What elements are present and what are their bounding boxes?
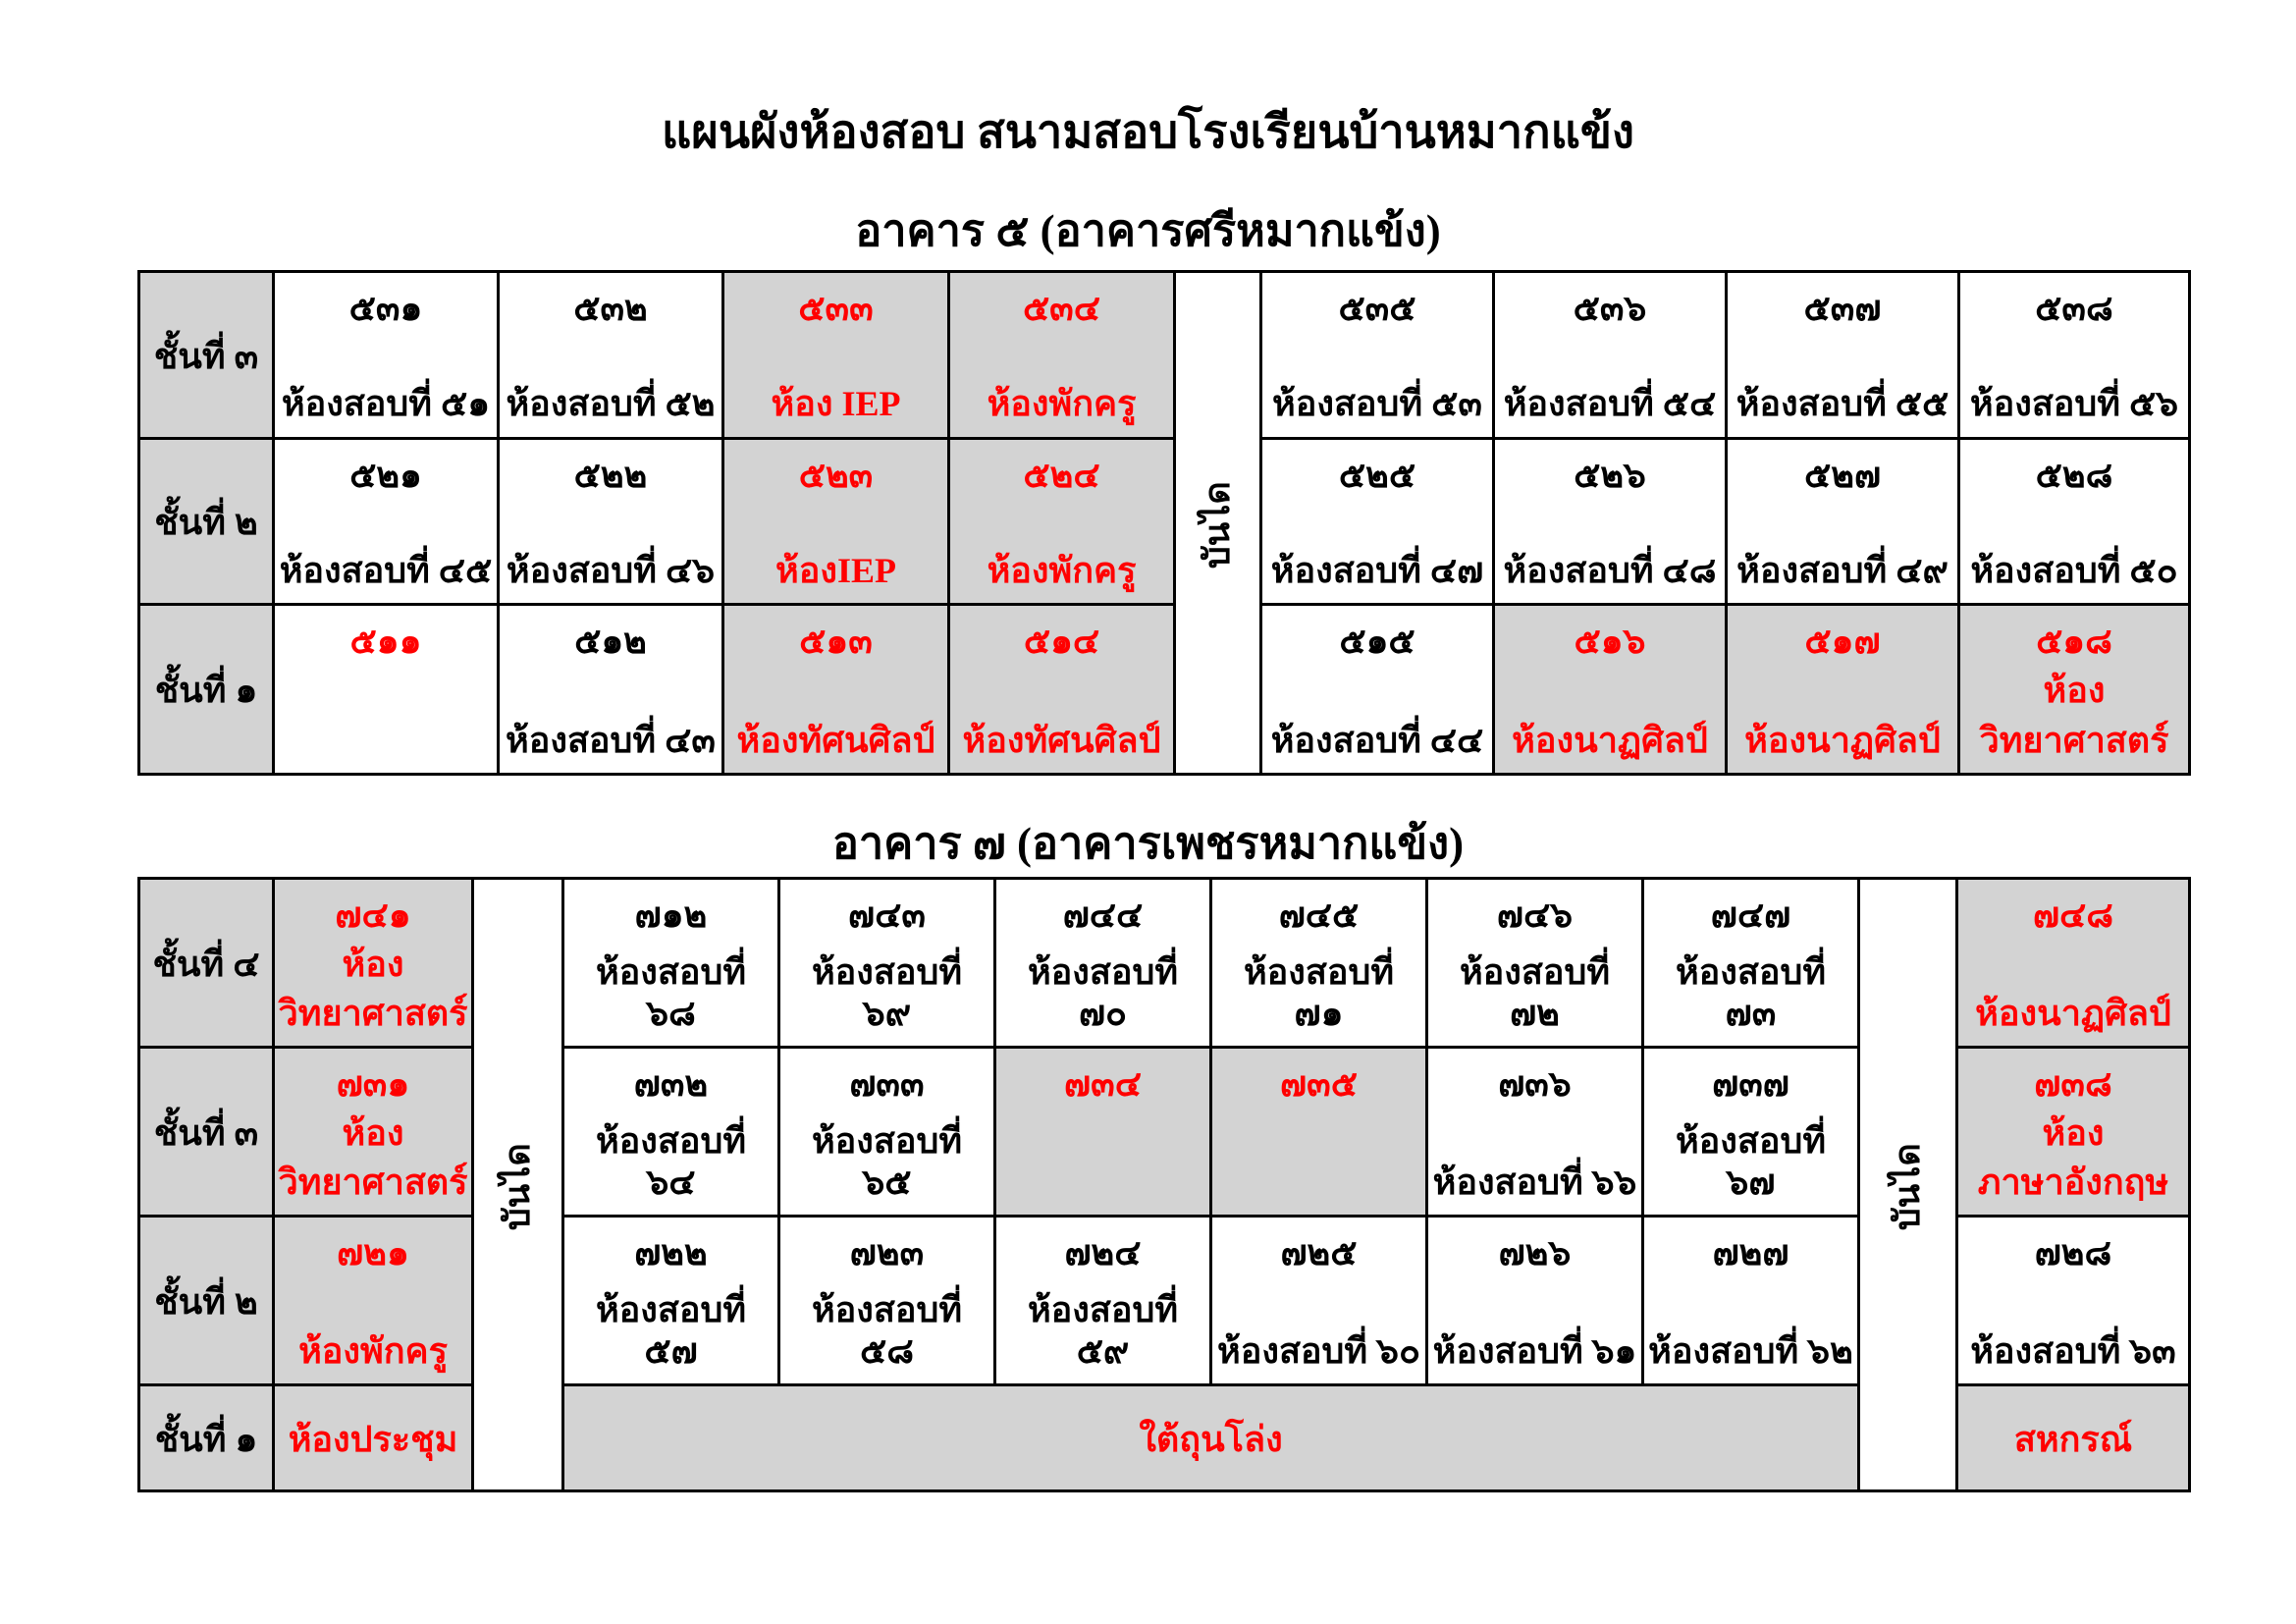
floor-label-text: ชั้นที่ ๑ — [154, 671, 258, 711]
room-label: วิทยาศาสตร์ — [278, 1162, 468, 1202]
room-cell — [950, 606, 1176, 773]
room-cell — [1728, 273, 1960, 440]
room-label: ห้อง IEP — [771, 384, 901, 424]
room-line: ๕๒๗ — [1803, 455, 1882, 495]
stairs-label: บันได — [1197, 481, 1237, 568]
floor-label-text: ชั้นที่ ๓ — [153, 1112, 259, 1153]
room-cell — [996, 1218, 1212, 1386]
room-label: ห้องสอบที่ ๕๓ — [1272, 384, 1482, 424]
room-line: ๕๓๖ — [1573, 289, 1647, 328]
room-label: ห้องสอบที่ ๔๕ — [279, 550, 493, 590]
room-line: ๕๓๕ — [1338, 289, 1416, 328]
room-cell — [1428, 1049, 1644, 1218]
room-label: ห้องสอบที่ ๖๙ — [811, 952, 963, 1033]
room-cell — [1960, 273, 2188, 440]
room-cell — [1958, 1218, 2188, 1386]
room-label: ห้องสอบที่ ๖๗ — [1675, 1121, 1827, 1202]
room-line: ๕๒๖ — [1574, 455, 1646, 495]
room-line: ๗๒๑ — [337, 1233, 409, 1272]
room-cell — [564, 880, 780, 1049]
room-label: ห้องสอบที่ ๖๘ — [595, 952, 747, 1033]
room-line: ๗๒๕ — [1280, 1233, 1358, 1272]
room-line: ๗๓๗ — [1712, 1064, 1789, 1104]
room-cell — [500, 606, 724, 773]
room-cell — [1644, 1218, 1860, 1386]
room-label: ห้องสอบที่ ๖๐ — [1217, 1330, 1420, 1371]
room-line: ๗๔๕ — [1278, 895, 1360, 935]
room-cell — [950, 273, 1176, 440]
room-cell — [780, 880, 996, 1049]
open-ground-cell — [564, 1386, 1860, 1489]
room-line: ๕๑๒ — [574, 622, 647, 662]
room-cell — [275, 440, 500, 607]
room-line: ๗๔๖ — [1496, 895, 1574, 935]
room-label: ห้อง — [342, 1112, 404, 1153]
page-title: แผนผังห้องสอบ สนามสอบโรงเรียนบ้านหมากแข้ง — [662, 107, 1634, 158]
room-line: ๗๓๘ — [2034, 1064, 2112, 1104]
room-cell — [1212, 1218, 1428, 1386]
room-line: ๗๔๑ — [335, 895, 411, 935]
floor-label — [140, 1386, 275, 1489]
room-line: ๕๓๒ — [573, 289, 648, 328]
room-line: ๗๓๖ — [1498, 1064, 1572, 1104]
floor-label — [140, 273, 275, 440]
room-line: ๕๒๓ — [798, 455, 874, 495]
room-cell — [275, 606, 500, 773]
room-label: ห้องสอบที่ ๕๐ — [1970, 550, 2178, 590]
room-label: ห้องพักครู — [987, 384, 1137, 424]
room-line: ๕๑๑ — [349, 622, 422, 662]
room-line: ๗๓๔ — [1064, 1064, 1142, 1104]
room-cell — [1428, 880, 1644, 1049]
room-cell — [1958, 880, 2188, 1049]
floor-label-text: ชั้นที่ ๓ — [153, 336, 259, 376]
room-cell — [275, 273, 500, 440]
room-cell — [780, 1049, 996, 1218]
room-label: ห้องสอบที่ ๗๐ — [1027, 952, 1179, 1033]
room-label: ห้องสอบที่ ๕๘ — [811, 1290, 963, 1371]
room-line: ๕๒๘ — [2035, 455, 2113, 495]
room-cell — [275, 880, 474, 1049]
room-line: ๕๑๓ — [799, 622, 873, 662]
room-label: ห้อง — [2043, 671, 2106, 711]
room-line: ๕๓๘ — [2035, 289, 2113, 328]
room-label: ห้องสอบที่ ๕๒ — [506, 384, 716, 424]
room-cell — [500, 273, 724, 440]
room-line: ห้องประชุม — [288, 1419, 458, 1459]
room-cell — [1960, 606, 2188, 773]
room-label: ห้องทัศนศิลป์ — [962, 720, 1161, 760]
room-line: ๗๒๗ — [1712, 1233, 1789, 1272]
room-cell — [1728, 440, 1960, 607]
room-line: ๗๔๔ — [1062, 895, 1144, 935]
building-5-subtitle: อาคาร ๕ (อาคารศรีหมากแข้ง) — [855, 206, 1441, 255]
room-cell — [1960, 440, 2188, 607]
room-line: ๕๑๗ — [1804, 622, 1881, 662]
floor-label-text: ชั้นที่ ๒ — [154, 1281, 258, 1322]
room-label: ห้องสอบที่ ๖๕ — [811, 1121, 963, 1202]
stairs-label: บันได — [497, 1143, 537, 1230]
room-label: ห้องสอบที่ ๖๔ — [595, 1121, 747, 1202]
floor-label-text: ชั้นที่ ๑ — [154, 1419, 258, 1459]
room-line: ๕๑๔ — [1023, 622, 1100, 662]
room-label: ห้องสอบที่ ๔๖ — [506, 550, 716, 590]
floor-label-text: ชั้นที่ ๔ — [152, 944, 260, 984]
room-line: ๕๑๖ — [1574, 622, 1646, 662]
room-cell — [1644, 1049, 1860, 1218]
room-label: ห้องสอบที่ ๕๑ — [281, 384, 491, 424]
room-cell — [724, 273, 950, 440]
building-7-floor-plan-table — [137, 877, 2191, 1492]
room-line: ๗๓๒ — [633, 1064, 709, 1104]
room-line: ๕๒๔ — [1023, 455, 1100, 495]
room-label: ห้องสอบที่ ๗๓ — [1675, 952, 1827, 1033]
room-label: วิทยาศาสตร์ — [1979, 720, 2169, 760]
room-label: ห้องสอบที่ ๖๓ — [1970, 1330, 2176, 1371]
room-label: ห้องสอบที่ ๗๒ — [1459, 952, 1611, 1033]
room-label: ห้องสอบที่ ๖๑ — [1432, 1330, 1637, 1371]
room-cell — [780, 1218, 996, 1386]
room-label: ห้องพักครู — [298, 1330, 448, 1371]
floor-label — [140, 1218, 275, 1386]
room-line: ๗๑๒ — [634, 895, 708, 935]
room-cell — [996, 880, 1212, 1049]
room-line: ๗๔๘ — [2032, 895, 2114, 935]
room-label: ห้องสอบที่ ๔๗ — [1270, 550, 1484, 590]
stairs-cell — [474, 880, 564, 1489]
room-cell — [724, 606, 950, 773]
room-label: ห้องทัศนศิลป์ — [736, 720, 935, 760]
room-label: ห้องพักครู — [987, 550, 1137, 590]
room-line: ๗๔๓ — [848, 895, 926, 935]
room-line: ๗๓๕ — [1280, 1064, 1358, 1104]
room-line: สหกรณ์ — [2013, 1419, 2133, 1459]
room-line: ๕๓๓ — [798, 289, 874, 328]
room-label: ห้อง — [2042, 1112, 2105, 1153]
floor-label — [140, 1049, 275, 1218]
room-line: ๕๒๒ — [573, 455, 648, 495]
floor-label — [140, 880, 275, 1049]
room-label: ห้องสอบที่ ๔๘ — [1503, 550, 1717, 590]
room-line: ๕๒๕ — [1338, 455, 1416, 495]
room-cell — [564, 1218, 780, 1386]
room-cell — [1428, 1218, 1644, 1386]
room-line: ๕๑๘ — [2036, 622, 2112, 662]
room-label: ห้องสอบที่ ๕๖ — [1969, 384, 2179, 424]
room-cell — [1212, 880, 1428, 1049]
room-label: ห้องนาฏศิลป์ — [1744, 720, 1941, 760]
room-label: ห้องสอบที่ ๕๕ — [1735, 384, 1949, 424]
room-cell — [1495, 606, 1728, 773]
room-line: ๕๒๑ — [349, 455, 422, 495]
room-line: ๗๒๔ — [1064, 1233, 1142, 1272]
stairs-cell — [1860, 880, 1958, 1489]
floor-label — [140, 606, 275, 773]
building-5-floor-plan-table — [137, 270, 2191, 776]
room-line: ๗๓๓ — [849, 1064, 925, 1104]
room-line: ๕๓๗ — [1803, 289, 1882, 328]
floor-label-text: ชั้นที่ ๒ — [154, 503, 258, 543]
room-label: ห้อง — [342, 944, 404, 984]
room-cell — [275, 1218, 474, 1386]
room-label: ห้องIEP — [775, 550, 896, 590]
room-label: ห้องสอบที่ ๔๓ — [506, 720, 716, 760]
room-cell — [724, 440, 950, 607]
stairs-label: บันได — [1887, 1143, 1927, 1230]
room-label: ห้องสอบที่ ๕๗ — [595, 1290, 747, 1371]
room-cell — [1958, 1386, 2188, 1489]
room-label: ภาษาอังกฤษ — [1977, 1162, 2169, 1202]
room-label: ห้องสอบที่ ๗๑ — [1243, 952, 1395, 1033]
room-label: ห้องสอบที่ ๖๖ — [1432, 1162, 1637, 1202]
room-cell — [1644, 880, 1860, 1049]
room-line: ๕๓๑ — [348, 289, 423, 328]
room-label: ห้องสอบที่ ๕๔ — [1503, 384, 1717, 424]
building-7-subtitle: อาคาร ๗ (อาคารเพชรหมากแข้ง) — [831, 819, 1465, 868]
room-line: ๗๒๓ — [849, 1233, 925, 1272]
room-cell — [564, 1049, 780, 1218]
room-cell — [1262, 273, 1495, 440]
room-label: ห้องนาฏศิลป์ — [1975, 993, 2171, 1033]
room-line: ใต้ถุนโล่ง — [1139, 1419, 1283, 1459]
room-cell — [275, 1049, 474, 1218]
room-cell — [950, 440, 1176, 607]
room-line: ๗๒๘ — [2034, 1233, 2112, 1272]
room-cell — [275, 1386, 474, 1489]
room-label: ห้องสอบที่ ๔๙ — [1736, 550, 1949, 590]
room-cell — [1728, 606, 1960, 773]
room-line: ๕๓๔ — [1022, 289, 1101, 328]
room-label: ห้องสอบที่ ๔๔ — [1270, 720, 1484, 760]
room-line: ๗๒๒ — [634, 1233, 708, 1272]
room-cell — [1212, 1049, 1428, 1218]
room-label: ห้องสอบที่ ๕๙ — [1027, 1290, 1179, 1371]
room-line: ๗๓๑ — [336, 1064, 410, 1104]
room-label: ห้องนาฏศิลป์ — [1512, 720, 1708, 760]
stairs-cell — [1176, 273, 1262, 773]
room-cell — [1495, 440, 1728, 607]
room-line: ๕๑๕ — [1339, 622, 1415, 662]
room-cell — [1495, 273, 1728, 440]
room-cell — [996, 1049, 1212, 1218]
room-line: ๗๒๖ — [1498, 1233, 1572, 1272]
room-cell — [500, 440, 724, 607]
room-cell — [1262, 606, 1495, 773]
room-line: ๗๔๗ — [1710, 895, 1791, 935]
room-label: ห้องสอบที่ ๖๒ — [1648, 1330, 1853, 1371]
room-cell — [1958, 1049, 2188, 1218]
room-cell — [1262, 440, 1495, 607]
room-label: วิทยาศาสตร์ — [278, 993, 468, 1033]
floor-label — [140, 440, 275, 607]
